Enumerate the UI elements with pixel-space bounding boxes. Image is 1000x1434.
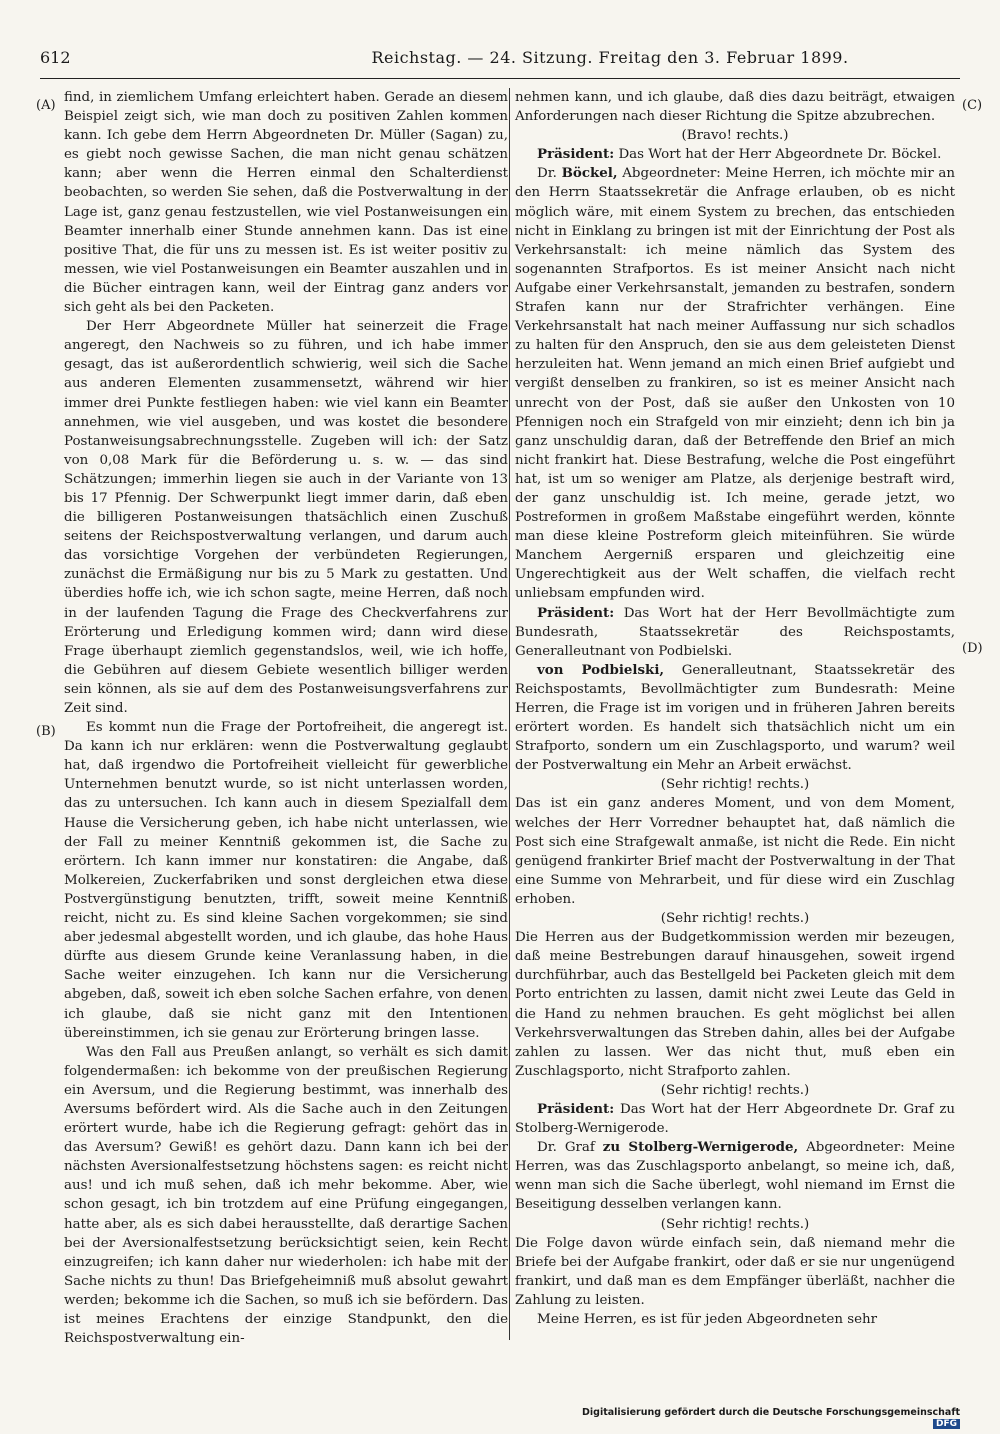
speaker-prefix: Dr. Graf [537, 1140, 603, 1156]
interjection [515, 1215, 955, 1234]
dfg-logo: DFG [933, 1419, 960, 1429]
paragraph [515, 88, 955, 126]
paragraph [64, 718, 508, 1043]
speaker-name: Präsident: [537, 604, 615, 621]
paragraph-text: Was den Fall aus Preußen anlangt, so verhält es sich damit folgendermaßen: ich bekomme von der preußischen Regierung ein Aversum, und die Regierung bestimmt, was innerhalb des Aversums befördert wird. Als die Sache auch in den Zeitungen erörtert wurde, habe ich die Regierung gefragt: gehört das in das Aversum? Gewiß! es gehört dazu. Dann kann ich bei der nächsten Aversionalfestsetzung höchstens sagen: es reicht nicht aus! und ich muß sehen, daß ich mehr bekomme. Aber, wie schon gesagt, ich bin trotzdem auf eine Prüfung eingegangen, hatte aber, als es sich dabei herausstellte, daß derartige Sachen bei der Aversionalfestsetzung berücksichtigt seien, kein Recht einzugreifen; ich kann daher nur wiederholen: ich habe mit der Sache nichts zu thun! Das Briefgeheimniß muß absolut gewahrt werden; bekomme ich die Sachen, so muß ich sie befördern. Das ist meines Erachtens der einzige Standpunkt, den die Reichspostverwaltung ein- [64, 1044, 508, 1347]
left-column [64, 88, 508, 1348]
interjection [515, 126, 955, 145]
paragraph-text: find, in ziemlichem Umfang erleichtert haben. Gerade an diesem Beispiel zeigt sich, wie man doch zu positiven Zahlen kommen kann. Ich gebe dem Herrn Abgeordneten Dr. Müller (Sagan) zu, es giebt noch gewisse Sachen, die man nicht genau schätzen kann; aber wenn die Herren einmal den Schalterdienst beobachten, so werden Sie sehen, daß die Postverwaltung in der Lage ist, ganz genau festzustellen, wie viel Postanweisungen ein Beamter innerhalb einer Stunde annehmen kann. Das ist eine positive That, die für uns zu messen ist. Es ist weiter positiv zu messen, wie viel Postanweisungen ein Beamter auszahlen und in die Bücher eintragen kann, weil der Eintrag ganz anders vor sich geht als bei den Packeten. [64, 90, 508, 316]
paragraph [515, 1138, 955, 1214]
paragraph [64, 317, 508, 718]
paragraph-text: Das Wort hat der Herr Abgeordnete Dr. Graf zu Stolberg-Wernigerode. [515, 1101, 955, 1137]
speaker-name: Präsident: [537, 146, 615, 163]
page-number: 612 [40, 48, 71, 67]
paragraph-text: (Sehr richtig! rechts.) [660, 911, 810, 927]
paragraph-text: Abgeordneter: Meine Herren, ich möchte mir an den Herrn Staatssekretär die Anfrage erlauben, ob es nicht möglich wäre, mit einem System zu brechen, das entschieden nicht in Einklang zu bringen ist mit der Einrichtung der Post als Verkehrsanstalt: ich meine nämlich das System des sogenannten Strafportos. Es ist meiner Ansicht nach nicht Aufgabe einer Verkehrsanstalt, jemanden zu bestrafen, sondern Strafen kann nur der Strafrichter verhängen. Eine Verkehrsanstalt hat nach meiner Auffassung nur sich schadlos zu halten für den Anspruch, den sie aus dem geleisteten Dienst herzuleiten hat. Wenn jemand an mich einen Brief aufgiebt und vergißt denselben zu frankiren, so ist es meiner Ansicht nach unrecht von der Post, daß sie außer den Unkosten von 10 Pfennigen noch ein Strafgeld von mir einzieht; denn ich bin ja ganz unschuldig daran, daß der Betreffende den Brief an mich nicht frankirt hat. Diese Bestrafung, welche die Post eingeführt hat, ist um so weniger am Platze, als derjenige bestraft wird, der ganz unschuldig ist. Ich meine, gerade jetzt, wo Postreformen in großem Maßstabe eingeführt werden, könnte man diese kleine Postreform gleich miteinführen. Sie würde Manchem Aergerniß ersparen und gleichzeitig eine Ungerechtigkeit aus der Welt schaffen, die vielfach recht unliebsam empfunden wird. [515, 166, 955, 602]
margin-label-d: (D) [962, 641, 983, 656]
column-divider [509, 88, 510, 1340]
paragraph [515, 145, 955, 164]
paragraph [64, 1043, 508, 1349]
right-column [515, 88, 955, 1329]
paragraph-text: Generalleutnant, Staatssekretär des Reichspostamts, Bevollmächtigter zum Bundesrath: Meine Herren, die Frage ist im vorigen und in früheren Jahren bereits erörtert worden. Es handelt sich thatsächlich nicht um ein Strafporto, sondern um ein Zuschlagsporto, und warum? weil der Postverwaltung ein Mehr an Arbeit erwächst. [515, 662, 955, 774]
paragraph-text: Das Wort hat der Herr Abgeordnete Dr. Böckel. [614, 147, 942, 163]
paragraph-text: Das Wort hat der Herr Bevollmächtigte zum Bundesrath, Staatssekretär des Reichspostamts, Generalleutnant von Podbielski. [515, 605, 955, 659]
footer-credit [560, 1407, 960, 1429]
paragraph [515, 164, 955, 603]
paragraph-text: Die Herren aus der Budgetkommission werden mir bezeugen, daß meine Bestrebungen darauf hinausgehen, soweit irgend durchführbar, auch das Bestellgeld bei Packeten gleich mit dem Porto entrichten zu lassen, damit nicht zwei Leute das Geld in die Hand zu nehmen brauchen. Es geht möglichst bei allen Verkehrsverwaltungen das Streben dahin, alles bei der Aufgabe zahlen zu lassen. Wer das nicht thut, muß eben ein Zuschlagsporto, nicht Strafporto zahlen. [515, 930, 955, 1079]
paragraph-text: (Sehr richtig! rechts.) [660, 1216, 810, 1232]
interjection [515, 775, 955, 794]
interjection [515, 1081, 955, 1100]
paragraph [515, 928, 955, 1081]
paragraph-text: Abgeordneter: Meine Herren, was das Zuschlagsporto anbelangt, so meine ich, daß, wenn man sich die Sache überlegt, wohl niemand im Ernst die Beseitigung desselben verlangen kann. [515, 1140, 955, 1213]
paragraph [515, 794, 955, 909]
paragraph [515, 1310, 955, 1329]
speaker-name: von Podbielski, [537, 661, 665, 678]
interjection [515, 909, 955, 928]
speaker-name: zu Stolberg-Wernigerode, [602, 1139, 799, 1156]
margin-label-a: (A) [36, 98, 56, 113]
speaker-prefix: Dr. [537, 166, 562, 182]
paragraph [515, 604, 955, 661]
paragraph [515, 1234, 955, 1310]
paragraph [515, 661, 955, 776]
speaker-name: Präsident: [537, 1100, 615, 1117]
footer-credit-text: Digitalisierung gefördert durch die Deutsche Forschungsgemeinschaft [582, 1407, 960, 1418]
paragraph-text: nehmen kann, und ich glaube, daß dies dazu beiträgt, etwaigen Anforderungen nach dieser Richtung die Spitze abzubrechen. [515, 90, 955, 125]
paragraph [515, 1100, 955, 1138]
paragraph-text: Es kommt nun die Frage der Portofreiheit, die angeregt ist. Da kann ich nur erklären: wenn die Postverwaltung geglaubt hat, daß irgendwo die Portofreiheit vielleicht für gewerbliche Unternehmen benutzt wurde, so ist nicht unterlassen worden, das zu untersuchen. Ich kann auch in diesem Spezialfall dem Hause die Versicherung geben, ich habe nicht unterlassen, wie der Fall zu meiner Kenntniß gekommen ist, die Sache zu erörtern. Ich kann immer nur konstatiren: die Angabe, daß Molkereien, Zuckerfabriken und sonst dergleichen etwa diese Postvergünstigung benutzten, trifft, soweit meine Kenntniß reicht, nicht zu. Es sind kleine Sachen vorgekommen; sie sind aber jedesmal abgestellt worden, und ich glaube, das hohe Haus dürfte aus diesem Grunde keine Veranlassung haben, in die Sache weiter einzugehen. Ich kann nur die Versicherung abgeben, daß, soweit ich eben solche Sachen erfahre, von denen ich glaube, daß sie nicht ganz mit den Intentionen übereinstimmen, ich sie genau zur Erörterung bringen lasse. [64, 720, 508, 1041]
paragraph-text: (Sehr richtig! rechts.) [660, 1082, 810, 1098]
paragraph-text: (Bravo! rechts.) [681, 128, 789, 144]
paragraph-text: Meine Herren, es ist für jeden Abgeordneten sehr [537, 1312, 878, 1327]
paragraph [64, 88, 508, 317]
running-title: Reichstag. — 24. Sitzung. Freitag den 3. Februar 1899. [371, 48, 849, 67]
margin-label-b: (B) [36, 724, 56, 739]
page-header [40, 44, 960, 74]
paragraph-text: Die Folge davon würde einfach sein, daß niemand mehr die Briefe bei der Aufgabe frankirt, oder daß er sie nur ungenügend frankirt, und daß man es dem Empfänger überläßt, nachher die Zahlung zu leisten. [515, 1235, 955, 1308]
header-rule [40, 78, 960, 79]
paragraph-text: Der Herr Abgeordnete Müller hat seinerzeit die Frage angeregt, den Nachweis so zu führen, und ich habe immer gesagt, das ist außerordentlich schwierig, weil sich die Sache aus anderen Elementen zusammensetzt, während wir hier immer drei Punkte festliegen haben: wie viel kann ein Beamter annehmen, wie viel ausgeben, und was kostet die besondere Postanweisungsabrechnungsstelle. Zugeben will ich: der Satz von 0,08 Mark für die Beförderung u. s. w. — das sind Schätzungen; immerhin liegen sie auch in der Variante von 13 bis 17 Pfennig. Der Schwerpunkt liegt immer darin, daß eben die billigeren Postanweisungen thatsächlich einen Zuschuß seitens der Reichspostverwaltung verlangen, und darum auch das vorsichtige Vorgehen der verbündeten Regierungen, zunächst die Ermäßigung nur bis zu 5 Mark zu gestatten. Und überdies hoffe ich, wie ich schon sagte, meine Herren, daß noch in der laufenden Tagung die Frage des Checkverfahrens zur Erörterung und Erledigung kommen wird; dann wird diese Frage überhaupt ziemlich gegenstandslos, weil, wie ich hoffe, die Gebühren auf diesem Gebiete wesentlich billiger werden sein können, als sie auf dem des Postanweisungsverfahrens zur Zeit sind. [64, 319, 508, 716]
paragraph-text: Das ist ein ganz anderes Moment, und von dem Moment, welches der Herr Vorredner behauptet hat, daß nämlich die Post sich eine Strafgewalt anmaße, ist nicht die Rede. Ein nicht genügend frankirter Brief macht der Postverwaltung in der That eine Summe von Mehrarbeit, und für diese wird ein Zuschlag erhoben. [515, 796, 955, 907]
margin-label-c: (C) [962, 98, 983, 113]
paragraph-text: (Sehr richtig! rechts.) [660, 777, 810, 793]
speaker-name: Böckel, [561, 165, 618, 182]
